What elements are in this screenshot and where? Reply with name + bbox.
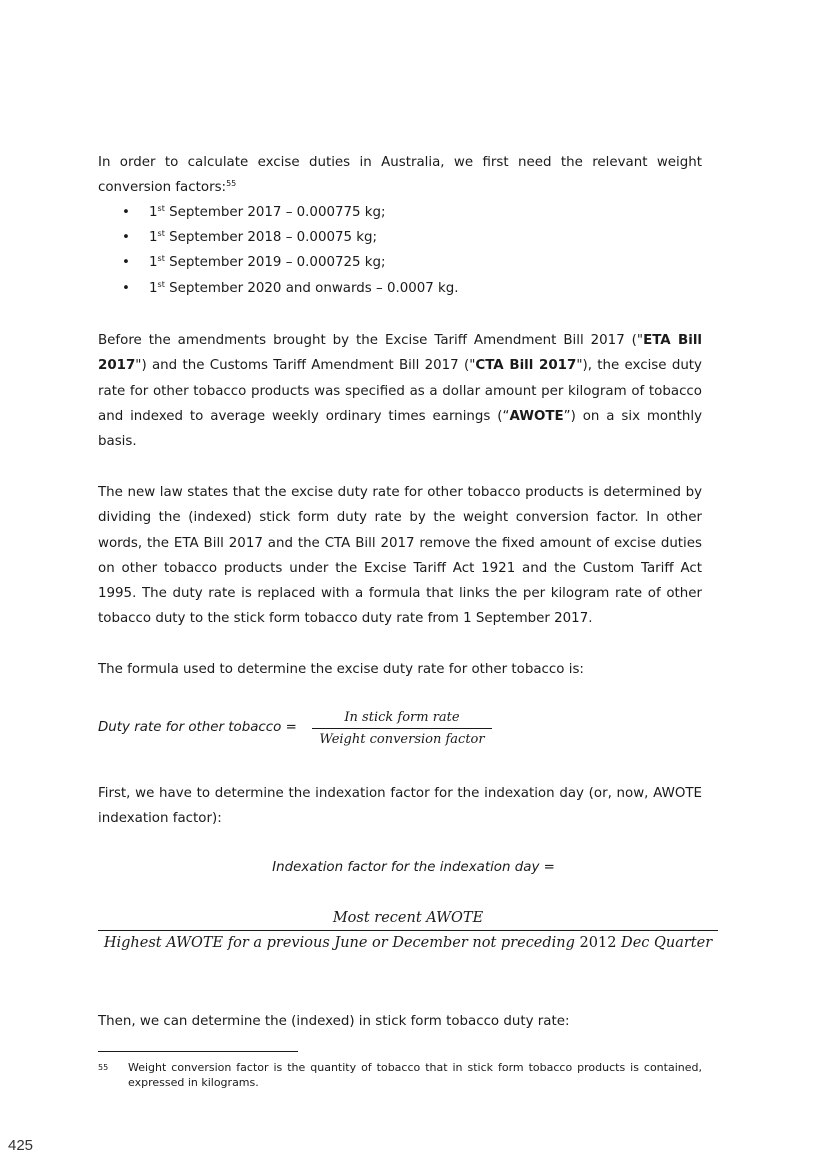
- formula-label: Duty rate for other tobacco =: [98, 720, 297, 735]
- duty-rate-formula: [98, 708, 518, 752]
- bullet-icon: •: [122, 205, 130, 220]
- awote-term: AWOTE: [509, 408, 564, 424]
- conversion-factor-list: [98, 200, 459, 301]
- footnote-divider: [98, 1051, 298, 1052]
- list-item: • 1st September 2017 – 0.000775 kg;: [98, 200, 459, 225]
- bullet-icon: •: [122, 230, 130, 246]
- formula-numerator: In stick form rate: [312, 708, 492, 729]
- footnote-number: 55: [98, 1063, 109, 1072]
- list-item: • 1st September 2020 and onwards – 0.0007 kg.: [98, 276, 459, 301]
- indexation-formula: [98, 906, 718, 955]
- formula-fraction: [312, 708, 492, 749]
- eta-bill-term: ETA Bill 2017: [98, 333, 703, 374]
- indexation-formula-label: Indexation factor for the indexation day =: [272, 860, 555, 875]
- formula-intro-paragraph: The formula used to determine the excise duty rate for other tobacco is:: [98, 662, 584, 677]
- bullet-icon: •: [122, 255, 130, 271]
- list-item: • 1st September 2018 – 0.00075 kg;: [98, 225, 459, 250]
- stick-rate-intro-paragraph: Then, we can determine the (indexed) in stick form tobacco duty rate:: [98, 1014, 570, 1029]
- bullet-icon: •: [122, 280, 130, 296]
- new-law-paragraph: The new law states that the excise duty rate for other tobacco products is determined by dividing the (indexed) stick form duty rate by the weight conversion factor. In other words, the ETA Bill 2017 and the CTA Bill 2017 remove the fixed amount of excise duties on other tobacco products under the Excise Tariff Act 1921 and the Custom Tariff Act 1995. The duty rate is replaced with a formula that links the per kilogram rate of other tobacco duty to the stick form tobacco duty rate from 1 September 2017.: [98, 485, 702, 627]
- footnote: [98, 1060, 702, 1090]
- formula-numerator: Most recent AWOTE: [98, 906, 718, 931]
- intro-paragraph: [98, 150, 702, 201]
- footnote-reference[interactable]: 55: [226, 179, 237, 189]
- intro-text: In order to calculate excise duties in Australia, we first need the relevant weight conversion factors:: [98, 155, 702, 196]
- formula-denominator: Highest AWOTE for a previous June or December not preceding 2012 Dec Quarter: [103, 935, 713, 951]
- indexation-intro-paragraph: First, we have to determine the indexation factor for the indexation day (or, now, AWOTE indexation factor):: [98, 786, 702, 827]
- list-item: • 1st September 2019 – 0.000725 kg;: [98, 250, 459, 275]
- cta-bill-term: CTA Bill 2017: [475, 358, 577, 374]
- page-number: 425: [8, 1137, 34, 1154]
- footnote-text: Weight conversion factor is the quantity of tobacco that in stick form tobacco products is contained, expressed in kilograms.: [128, 1061, 702, 1089]
- amendments-paragraph: Before the amendments brought by the Excise Tariff Amendment Bill 2017 ("ETA Bill 2017") and the Customs Tariff Amendment Bill 2017 ("CTA Bill 2017"), the excise duty rate for other tobacco products was specified as a dollar amount per kilogram of tobacco and indexed to average weekly ordinary times earnings (“AWOTE”) on a six monthly basis.: [98, 333, 703, 450]
- formula-denominator: Weight conversion factor: [319, 732, 485, 747]
